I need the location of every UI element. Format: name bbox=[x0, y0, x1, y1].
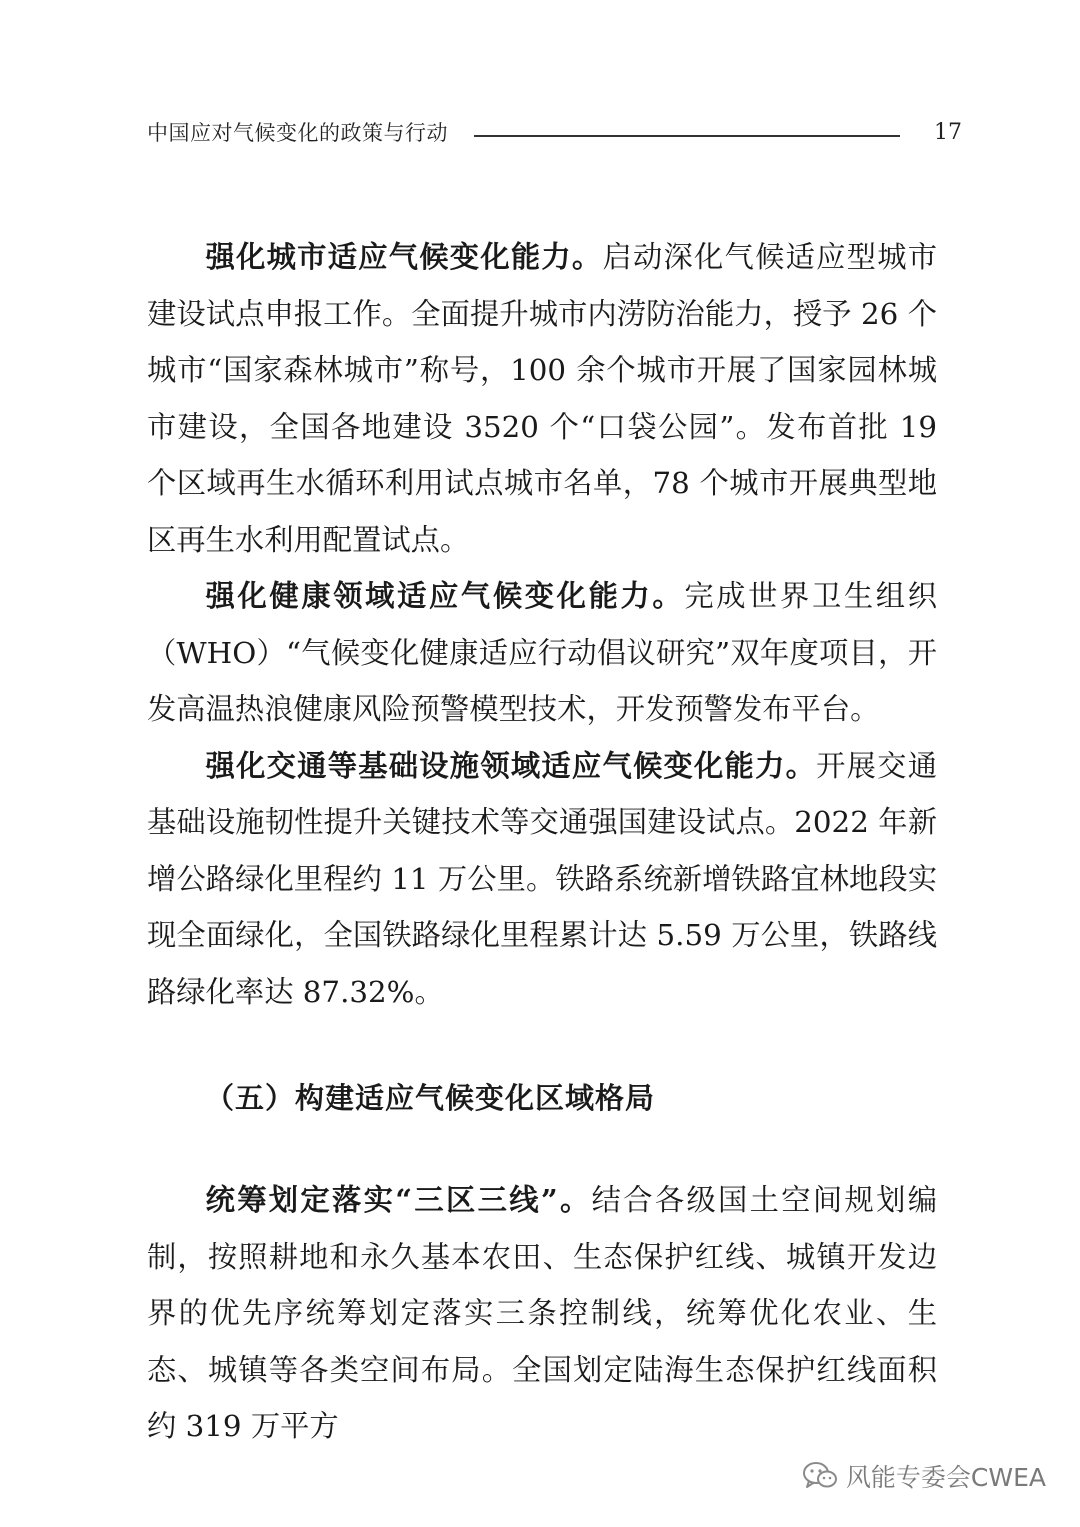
page-number: 17 bbox=[934, 119, 962, 145]
paragraph-text: 启动深化气候适应型城市建设试点申报工作。全面提升城市内涝防治能力，授予 26 个城市“国家森林城市”称号，100 余个城市开展了国家园林城市建设，全国各地建设 3520 个“口袋公园”。发布首批 19 个区域再生水循环利用试点城市名单，78 个城市开展典型地区再生水利用配置试点。 bbox=[147, 240, 938, 557]
body-text bbox=[147, 229, 937, 1455]
watermark-text: 风能专委会CWEA bbox=[845, 1463, 1046, 1492]
running-title: 中国应对气候变化的政策与行动 bbox=[147, 121, 448, 145]
paragraph-urban-adaptation bbox=[147, 229, 937, 568]
paragraph-text: 结合各级国土空间规划编制，按照耕地和永久基本农田、生态保护红线、城镇开发边界的优先序统筹划定落实三条控制线，统筹优化农业、生态、城镇等各类空间布局。全国划定陆海生态保护红线面积约 319 万平方 bbox=[147, 1183, 938, 1443]
paragraph-lead: 统筹划定落实“三区三线”。 bbox=[205, 1182, 592, 1217]
paragraph-lead: 强化健康领域适应气候变化能力。 bbox=[205, 578, 685, 613]
page-header bbox=[147, 112, 962, 152]
watermark bbox=[802, 1456, 1046, 1496]
paragraph-text: 开展交通基础设施韧性提升关键技术等交通强国建设试点。2022 年新增公路绿化里程约 11 万公里。铁路系统新增铁路宜林地段实现全面绿化，全国铁路绿化里程累计达 5.59 万公里，铁路线路绿化率达 87.32%。 bbox=[147, 748, 938, 1009]
paragraph-health-adaptation bbox=[147, 568, 937, 738]
paragraph-infrastructure-adaptation bbox=[147, 738, 937, 1021]
paragraph-text: 完成世界卫生组织（WHO）“气候变化健康适应行动倡议研究”双年度项目，开发高温热浪健康风险预警模型技术，开发预警发布平台。 bbox=[147, 579, 938, 726]
header-rule bbox=[474, 135, 900, 137]
wechat-icon bbox=[802, 1461, 838, 1491]
paragraph-lead: 强化交通等基础设施领域适应气候变化能力。 bbox=[205, 747, 817, 783]
section-heading: （五）构建适应气候变化区域格局 bbox=[205, 1081, 656, 1115]
paragraph-lead: 强化城市适应气候变化能力。 bbox=[205, 239, 603, 274]
paragraph-three-zones-three-lines bbox=[147, 1172, 937, 1455]
